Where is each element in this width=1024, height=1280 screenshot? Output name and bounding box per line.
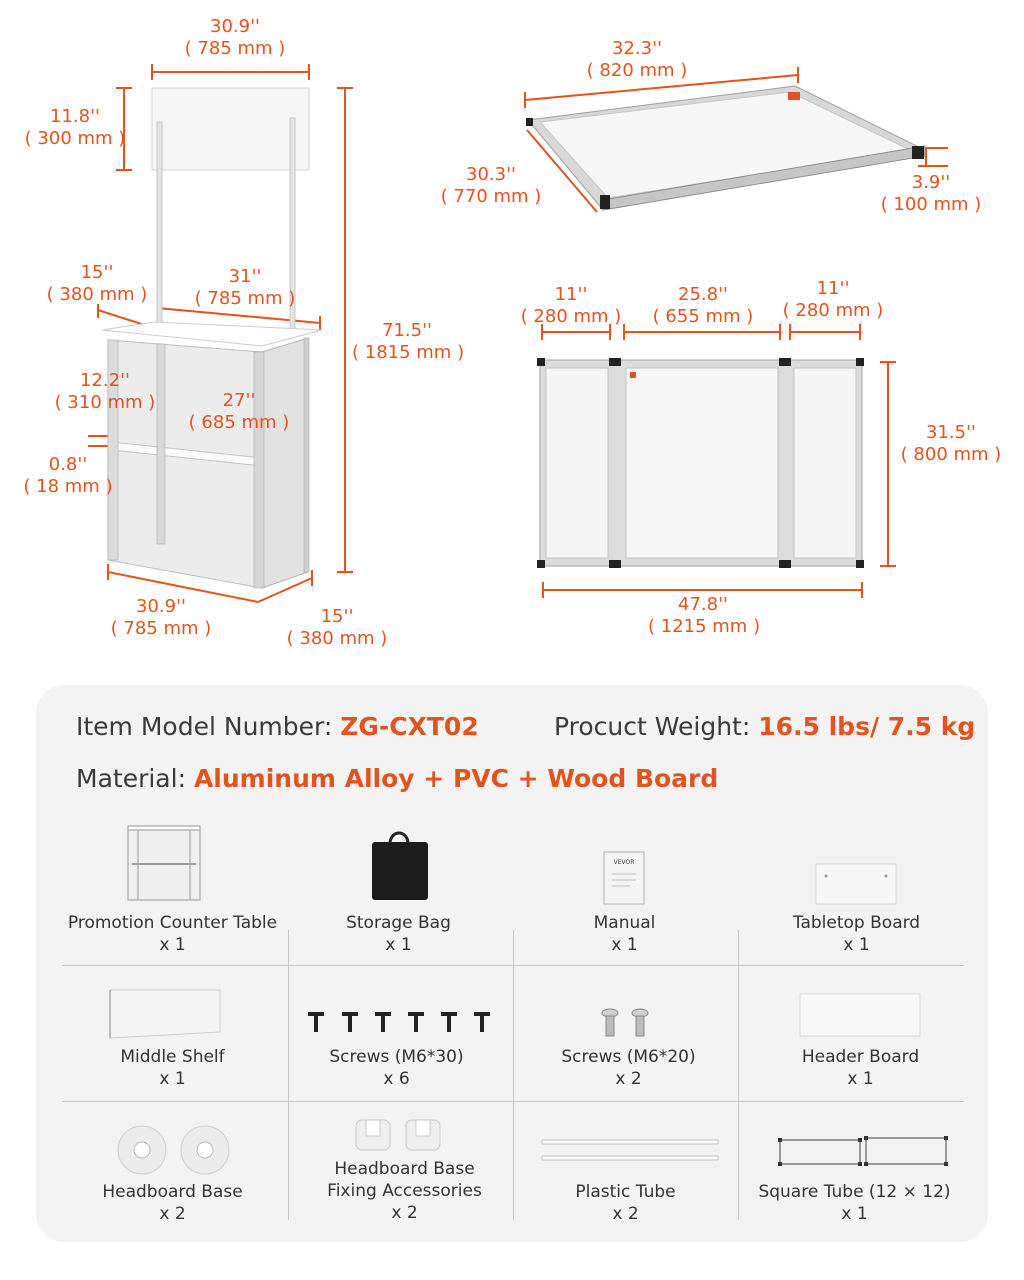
item-promotion-counter-table: Promotion Counter Table x 1 — [67, 913, 278, 955]
manual-image — [604, 852, 644, 904]
item-headboard-fixing-accessories: Headboard Base Fixing Accessories x 2 — [327, 1159, 482, 1223]
screws-m6x30-image — [308, 1012, 490, 1032]
item-middle-shelf: Middle Shelf x 1 — [120, 1047, 225, 1089]
header-board-image — [800, 994, 920, 1036]
headboard-fixing-image — [356, 1120, 440, 1150]
total-height-label: 71.5'' ( 1815 mm ) — [352, 320, 465, 363]
plastic-tube-image — [542, 1140, 718, 1160]
item-headboard-base: Headboard Base x 2 — [102, 1182, 243, 1224]
item-manual: Manual x 1 — [593, 913, 656, 955]
item-header-board: Header Board x 1 — [801, 1047, 920, 1089]
tabletop-thickness-label: 3.9'' ( 100 mm ) — [880, 172, 982, 215]
headboard-base-image — [118, 1126, 229, 1174]
material: Material: Aluminum Alloy + PVC + Wood Board — [76, 764, 719, 793]
shelf-thickness-label: 0.8'' ( 18 mm ) — [23, 454, 113, 497]
tabletop-board-image — [816, 864, 896, 904]
product-weight: Procuct Weight: 16.5 lbs/ 7.5 kg — [554, 712, 976, 741]
item-square-tube: Square Tube (12 × 12) x 1 — [758, 1182, 951, 1224]
center-panel-label: 25.8'' ( 655 mm ) — [652, 284, 754, 327]
square-tube-image — [780, 1138, 946, 1164]
panel-height-label: 31.5'' ( 800 mm ) — [900, 422, 1002, 465]
item-storage-bag: Storage Bag x 1 — [346, 913, 451, 955]
screws-m6x20-image — [602, 1009, 648, 1036]
item-screws-m6x30: Screws (M6*30) x 6 — [329, 1047, 464, 1089]
base-width-label: 30.9'' ( 785 mm ) — [110, 596, 212, 639]
item-tabletop-board: Tabletop Board x 1 — [792, 913, 921, 955]
side-panel-left-label: 11'' ( 280 mm ) — [520, 284, 622, 327]
unfolded-width-label: 47.8'' ( 1215 mm ) — [648, 594, 761, 637]
tabletop-depth-label: 30.3'' ( 770 mm ) — [440, 164, 542, 207]
manual-brand: VEVOR — [613, 859, 635, 866]
top-depth-label: 15'' ( 380 mm ) — [46, 262, 148, 305]
shelf-depth-label: 12.2'' ( 310 mm ) — [54, 370, 156, 413]
shelf-width-label: 27'' ( 685 mm ) — [188, 390, 290, 433]
item-plastic-tube: Plastic Tube x 2 — [575, 1182, 676, 1224]
header-width-label: 30.9'' ( 785 mm ) — [184, 16, 286, 59]
side-panel-right-label: 11'' ( 280 mm ) — [782, 278, 884, 321]
counter-table-image — [128, 826, 200, 900]
middle-shelf-image — [110, 990, 220, 1038]
tabletop-width-label: 32.3'' ( 820 mm ) — [586, 38, 688, 81]
storage-bag-image — [372, 833, 428, 900]
item-screws-m6x20: Screws (M6*20) x 2 — [561, 1047, 696, 1089]
model-number: Item Model Number: ZG-CXT02 — [76, 712, 479, 741]
base-depth-label: 15'' ( 380 mm ) — [286, 606, 388, 649]
header-height-label: 11.8'' ( 300 mm ) — [24, 106, 126, 149]
top-width-label: 31'' ( 785 mm ) — [194, 266, 296, 309]
